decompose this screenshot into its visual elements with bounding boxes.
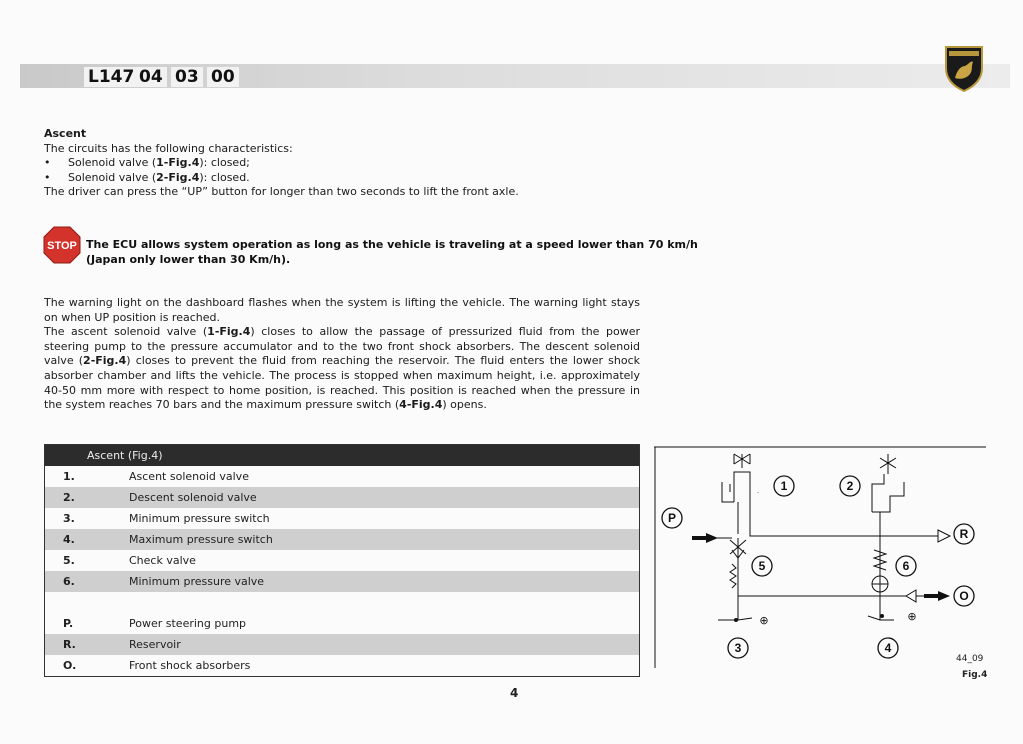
diagram-label-2: 2 [846,479,854,493]
diagram-label-5: 5 [758,559,766,573]
table-row: 6. Minimum pressure valve [45,571,639,592]
stop-warning-line: The ECU allows system operation as long as the vehicle is traveling at a speed lower than 70 km/h [86,238,698,251]
ground-symbol-right: ⊕ [907,610,917,623]
figure-label: Fig.4 [962,670,988,680]
doc-code-part: 04 [135,67,167,87]
bullet-item: • Solenoid valve (1-Fig.4): closed; [44,156,250,170]
table-row: 5. Check valve [45,550,639,571]
stop-sign-icon [43,226,81,264]
table-row: O. Front shock absorbers [45,655,639,676]
table-spacer-row [45,592,639,613]
diagram-label-r: R [959,527,969,541]
table-row: R. Reservoir [45,634,639,655]
stop-sign-label: STOP [47,240,77,252]
header-band [20,64,1010,88]
intro-line: The driver can press the “UP” button for longer than two seconds to lift the front axle. [44,185,519,199]
intro-line: The circuits has the following characteristics: [44,141,293,155]
stop-warning-line: (Japan only lower than 30 Km/h). [86,253,291,266]
section-heading: Ascent [44,127,87,140]
ground-symbol-left: ⊕ [759,614,769,627]
legend-header [45,445,639,466]
diagram-label-3: 3 [734,641,742,655]
diagram-label-4: 4 [884,641,892,655]
stop-warning [86,237,698,267]
lamborghini-shield-logo [943,44,985,92]
diagram-label-6: 6 [902,559,910,573]
table-row: 1. Ascent solenoid valve [45,466,639,487]
description-paragraph: The ascent solenoid valve (1-Fig.4) closes to allow the passage of pressurized fluid from the power steering pump to the pressure accumulator and to the two front shock absorbers. The descent solenoid valve (2-Fig.4) closes to prevent the fluid from reaching the reservoir. The fluid enters the lower shock absorber chamber and lifts the vehicle. The process is stopped when maximum height, i.e. approximately 40-50 mm more with respect to home position, is reached. This position is reached when the pressure in the system reaches 70 bars and the maximum pressure switch (4-Fig.4) opens. [44,325,640,412]
diagram-label-p: P [667,511,677,525]
legend-title: Ascent (Fig.4) [87,449,163,462]
figure-code: 44_09 [956,654,984,664]
intro-section [44,127,644,200]
description-paragraph: The warning light on the dashboard flashes when the system is lifting the vehicle. The warning light stays on when UP position is reached. [44,296,640,324]
bullet-item: • Solenoid valve (2-Fig.4): closed. [44,170,250,184]
legend-table [44,444,640,677]
table-row: 2. Descent solenoid valve [45,487,639,508]
table-row: 3. Minimum pressure switch [45,508,639,529]
doc-code-part: 00 [207,67,239,87]
diagram-label-1: 1 [780,479,788,493]
table-row: P. Power steering pump [45,613,639,634]
hydraulic-circuit-diagram [654,444,989,670]
table-row: 4. Maximum pressure switch [45,529,639,550]
description-section [44,296,640,413]
diagram-label-o: O [959,589,969,603]
doc-code-part: L147 [84,67,138,87]
doc-code-part: 03 [171,67,203,87]
page-number: 4 [510,686,519,700]
